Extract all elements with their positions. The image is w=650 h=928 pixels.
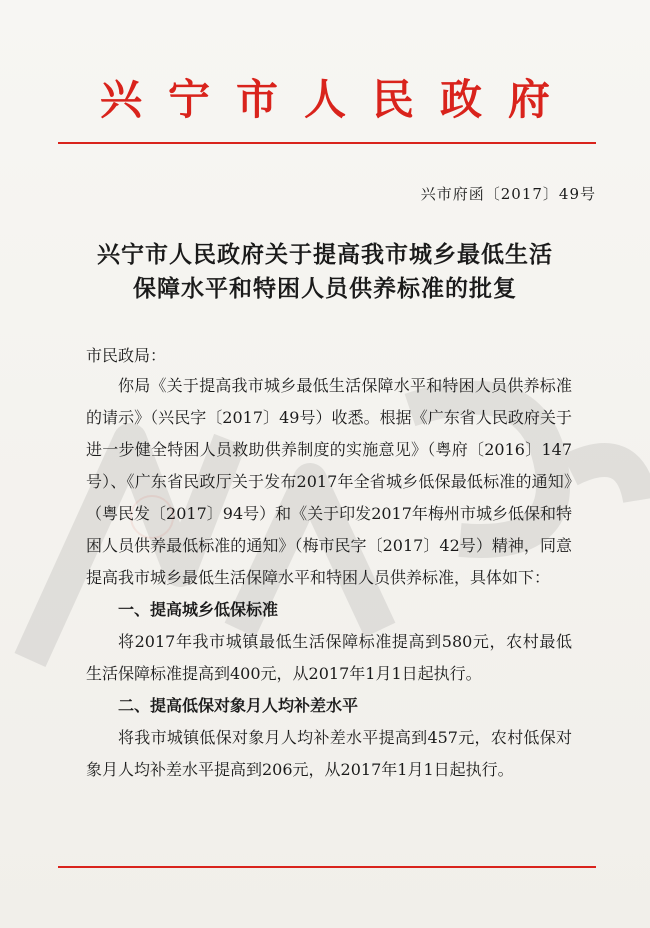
section-2-heading: 二、提高低保对象月人均补差水平 xyxy=(118,696,359,715)
issuer-title: 兴宁市人民政府 xyxy=(99,75,576,124)
document-title-line-1: 兴宁市人民政府关于提高我市城乡最低生活 xyxy=(97,241,553,268)
salutation: 市民政局： xyxy=(86,346,167,365)
section-2-text: 将我市城镇低保对象月人均补差水平提高到457元，农村低保对象月人均补差水平提高到206元，从2017年1月1日起执行。 xyxy=(86,728,572,779)
faint-seal-mark xyxy=(130,495,174,539)
document-body xyxy=(86,370,572,786)
document-number: 兴市府函〔2017〕49号 xyxy=(420,185,596,203)
document-title-line-2: 保障水平和特困人员供养标准的批复 xyxy=(133,275,517,302)
header-red-rule xyxy=(58,142,596,144)
section-1-heading: 一、提高城乡低保标准 xyxy=(118,600,279,619)
document-title xyxy=(0,238,650,306)
section-1-text: 将2017年我市城镇最低生活保障标准提高到580元，农村最低生活保障标准提高到400元，从2017年1月1日起执行。 xyxy=(86,632,572,683)
footer-red-rule xyxy=(58,866,596,868)
intro-paragraph: 你局《关于提高我市城乡最低生活保障水平和特困人员供养标准的请示》（兴民字〔2017〕49号）收悉。根据《广东省人民政府关于进一步健全特困人员救助供养制度的实施意见》（粤府〔2016〕147号）、《广东省民政厅关于发布2017年全省城乡低保最低标准的通知》（粤民发〔2017〕94号）和《关于印发2017年梅州市城乡低保和特困人员供养最低标准的通知》（梅市民字〔2017〕42号）精神，同意提高我市城乡最低生活保障水平和特困人员供养标准，具体如下： xyxy=(86,376,572,587)
